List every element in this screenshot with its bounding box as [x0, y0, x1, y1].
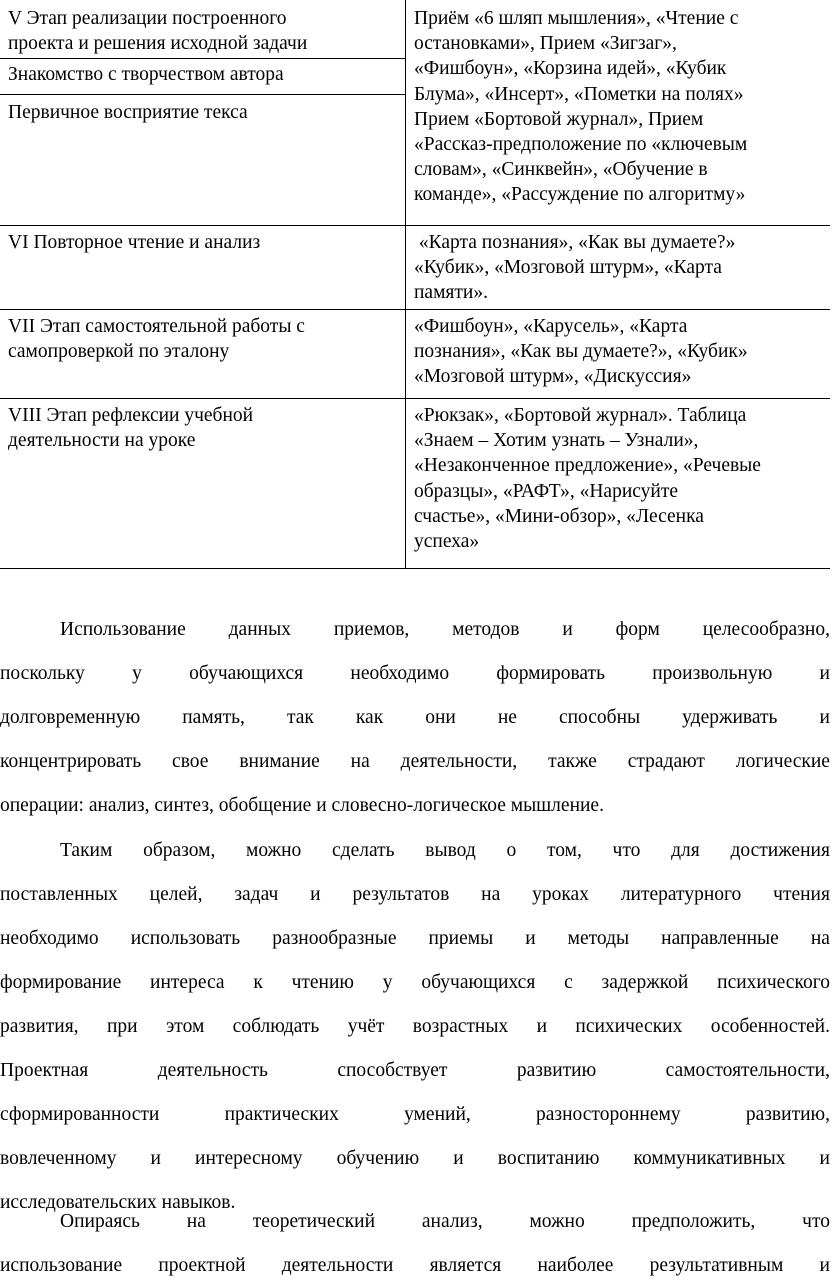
word: предположить, — [631, 1211, 756, 1232]
word: деятельности, — [400, 751, 518, 772]
word: удерживать — [682, 707, 778, 728]
table-cell-methods — [414, 230, 735, 306]
word: как — [355, 707, 384, 728]
word: психических — [575, 1016, 683, 1037]
word: о — [506, 840, 517, 861]
word: страдают — [627, 751, 705, 772]
word: и — [819, 707, 830, 728]
word: развитию — [516, 1060, 597, 1081]
word: вовлеченному — [0, 1148, 117, 1169]
cell-line: успеха» — [414, 531, 480, 553]
word: внимание — [239, 751, 320, 772]
table-cell-methods — [414, 314, 748, 390]
word: также — [548, 751, 597, 772]
word: интереса — [150, 972, 225, 993]
cell-line: VI Повторное чтение и анализ — [8, 232, 261, 253]
word: приемы — [428, 928, 494, 949]
word: необходимо — [350, 663, 450, 684]
word: развитию, — [745, 1104, 830, 1125]
table-rule — [0, 94, 405, 95]
word: приемов, — [333, 619, 410, 640]
word: анализ, — [421, 1211, 483, 1232]
cell-line: «Рассказ-предположение по «ключевым — [414, 134, 748, 156]
cell-line: VII Этап самостоятельной работы с — [8, 316, 305, 337]
word: данных — [228, 619, 291, 640]
cell-line: «Незаконченное предложение», «Речевые — [414, 455, 761, 477]
word: способны — [558, 707, 641, 728]
word: и — [819, 1148, 830, 1169]
word: умений, — [404, 1104, 471, 1125]
word: что — [612, 840, 641, 861]
cell-line: «Карта познания», «Как вы думаете?» — [414, 232, 736, 253]
word: долговременную — [0, 707, 141, 728]
paragraph-line: операции: анализ, синтез, обобщение и словесно-логическое мышление. — [0, 795, 604, 816]
cell-line: словам», «Синквейн», «Обучение в — [414, 159, 708, 181]
word: на — [481, 884, 501, 905]
table-cell-substage — [8, 100, 248, 125]
cell-line: познания», «Как вы думаете?», «Кубик» — [414, 341, 748, 363]
word: практических — [224, 1104, 339, 1125]
word: к — [253, 972, 263, 993]
paragraph-line — [0, 917, 830, 961]
table-cell-stage — [8, 230, 260, 255]
word: деятельность — [157, 1060, 268, 1081]
cell-line: остановками», Прием «Зигзаг», — [414, 33, 677, 55]
word: интересному — [195, 1148, 303, 1169]
cell-line: команде», «Рассуждение по алгоритму» — [414, 184, 746, 206]
cell-line: деятельности на уроке — [8, 430, 196, 452]
cell-line: образцы», «РАФТ», «Нарисуйте — [414, 480, 679, 502]
word: результатов — [352, 884, 450, 905]
word: на — [350, 751, 370, 772]
table-cell-stage — [8, 314, 305, 364]
word: коммуникативных — [633, 1148, 786, 1169]
word: вывод — [425, 840, 476, 861]
paragraph-line — [0, 1049, 830, 1093]
word: задач — [234, 884, 279, 905]
word: логические — [735, 751, 830, 772]
word: воспитанию — [497, 1148, 600, 1169]
word: методы — [567, 928, 630, 949]
table-cell-methods — [414, 6, 747, 208]
table-rule — [0, 309, 830, 310]
paragraph-line — [0, 873, 830, 917]
word: и — [310, 884, 321, 905]
cell-line: «Кубик», «Мозговой штурм», «Карта — [414, 257, 722, 279]
cell-line: счастье», «Мини-обзор», «Лесенка — [414, 505, 704, 527]
word: том, — [546, 840, 582, 861]
word: направленные — [661, 928, 779, 949]
word: свое — [172, 751, 209, 772]
word: необходимо — [0, 928, 99, 949]
word: формировать — [496, 663, 605, 684]
word: использование — [0, 1255, 123, 1276]
word: можно — [246, 840, 302, 861]
word: и — [562, 619, 573, 640]
word: способствует — [337, 1060, 448, 1081]
word: память, — [182, 707, 245, 728]
word: формирование — [0, 972, 122, 993]
word: сделать — [332, 840, 395, 861]
word: Опираясь — [60, 1211, 140, 1232]
cell-line: «Фишбоун», «Корзина идей», «Кубик — [414, 58, 727, 80]
word: психического — [717, 972, 830, 993]
paragraph-line — [60, 1200, 830, 1244]
word: разностороннему — [536, 1104, 681, 1125]
word: результативным — [649, 1255, 784, 1276]
table-rule — [0, 58, 405, 59]
word: наиболее — [537, 1255, 614, 1276]
paragraph-line — [0, 608, 830, 652]
paragraph-line — [0, 1137, 830, 1181]
word: не — [497, 707, 517, 728]
cell-line: V Этап реализации построенного — [8, 8, 287, 29]
word: деятельности — [281, 1255, 394, 1276]
word: произвольную — [652, 663, 773, 684]
word: можно — [529, 1211, 585, 1232]
word: этом — [165, 1016, 205, 1037]
word: при — [106, 1016, 138, 1037]
word: соблюдать — [232, 1016, 320, 1037]
word: обучающихся — [421, 972, 536, 993]
word: образом, — [143, 840, 216, 861]
word: задержкой — [601, 972, 689, 993]
paragraph-line — [0, 961, 830, 1005]
word: учёт — [347, 1016, 385, 1037]
word: и — [525, 928, 536, 949]
word: литературного — [620, 884, 742, 905]
cell-line: «Рюкзак», «Бортовой журнал». Таблица — [414, 405, 747, 426]
cell-line: «Знаем – Хотим узнать – Узнали», — [414, 430, 699, 452]
table-rule — [0, 398, 830, 399]
paragraph-line — [0, 1093, 830, 1137]
cell-line: Блума», «Инсерт», «Пометки на полях» — [414, 83, 744, 105]
cell-line: Первичное восприятие текса — [8, 102, 248, 123]
paragraph-line — [0, 1005, 830, 1049]
word: у — [132, 663, 142, 684]
paragraph-line — [60, 829, 830, 873]
word: и — [819, 1255, 830, 1276]
table-cell-stage — [8, 403, 253, 453]
word: возрастных — [412, 1016, 509, 1037]
word: является — [429, 1255, 502, 1276]
cell-line: памяти». — [414, 282, 488, 304]
cell-line: Приём «6 шляп мышления», «Чтение с — [414, 8, 739, 29]
word: развития, — [0, 1016, 79, 1037]
cell-line: самопроверкой по эталону — [8, 341, 230, 363]
word: Проектная — [0, 1060, 89, 1081]
word: что — [802, 1211, 830, 1232]
word: форм — [615, 619, 660, 640]
word: на — [810, 928, 830, 949]
paragraph-line — [0, 696, 830, 740]
word: с — [564, 972, 573, 993]
paragraph-line: исследовательских навыков. — [0, 1192, 236, 1213]
table-rule — [0, 225, 830, 226]
cell-line: проекта и решения исходной задачи — [8, 33, 308, 55]
word: для — [671, 840, 700, 861]
word: целесообразно, — [702, 619, 830, 640]
cell-line: Знакомство с творчеством автора — [8, 64, 284, 85]
line-text — [0, 608, 830, 652]
table-column-divider — [405, 0, 406, 569]
word: поставленных — [0, 884, 118, 905]
word: на — [186, 1211, 206, 1232]
paragraph-line — [0, 740, 830, 784]
cell-line: «Фишбоун», «Карусель», «Карта — [414, 316, 688, 337]
table-cell-substage — [8, 62, 284, 87]
word: проектной — [158, 1255, 246, 1276]
word: поскольку — [0, 663, 85, 684]
word: методов — [452, 619, 520, 640]
paragraph-line — [0, 652, 830, 696]
word: обучению — [336, 1148, 420, 1169]
word: обучающихся — [189, 663, 304, 684]
word: достижения — [730, 840, 830, 861]
table-cell-stage — [8, 6, 307, 56]
word: разнообразные — [272, 928, 397, 949]
word: так — [286, 707, 314, 728]
word: уроках — [532, 884, 589, 905]
word: у — [382, 972, 393, 993]
word: самостоятельности, — [665, 1060, 830, 1081]
table-cell-methods — [414, 403, 761, 554]
paragraph-line — [0, 1244, 830, 1288]
word: концентрировать — [0, 751, 142, 772]
word: особенностей. — [710, 1016, 830, 1037]
table-rule — [0, 568, 830, 569]
cell-line: Прием «Бортовой журнал», Прием — [414, 108, 704, 130]
word: и — [819, 663, 830, 684]
word: они — [425, 707, 456, 728]
word: использовать — [130, 928, 241, 949]
word: Таким — [60, 840, 113, 861]
word: и — [536, 1016, 548, 1037]
cell-line: VIII Этап рефлексии учебной — [8, 405, 254, 426]
word: Использование — [60, 619, 186, 640]
word: и — [150, 1148, 161, 1169]
word: целей, — [149, 884, 203, 905]
word: теоретический — [252, 1211, 376, 1232]
cell-line: «Мозговой штурм», «Дискуссия» — [414, 366, 692, 388]
word: сформированности — [0, 1104, 160, 1125]
word: и — [453, 1148, 464, 1169]
word: чтению — [291, 972, 355, 993]
word: чтения — [773, 884, 830, 905]
